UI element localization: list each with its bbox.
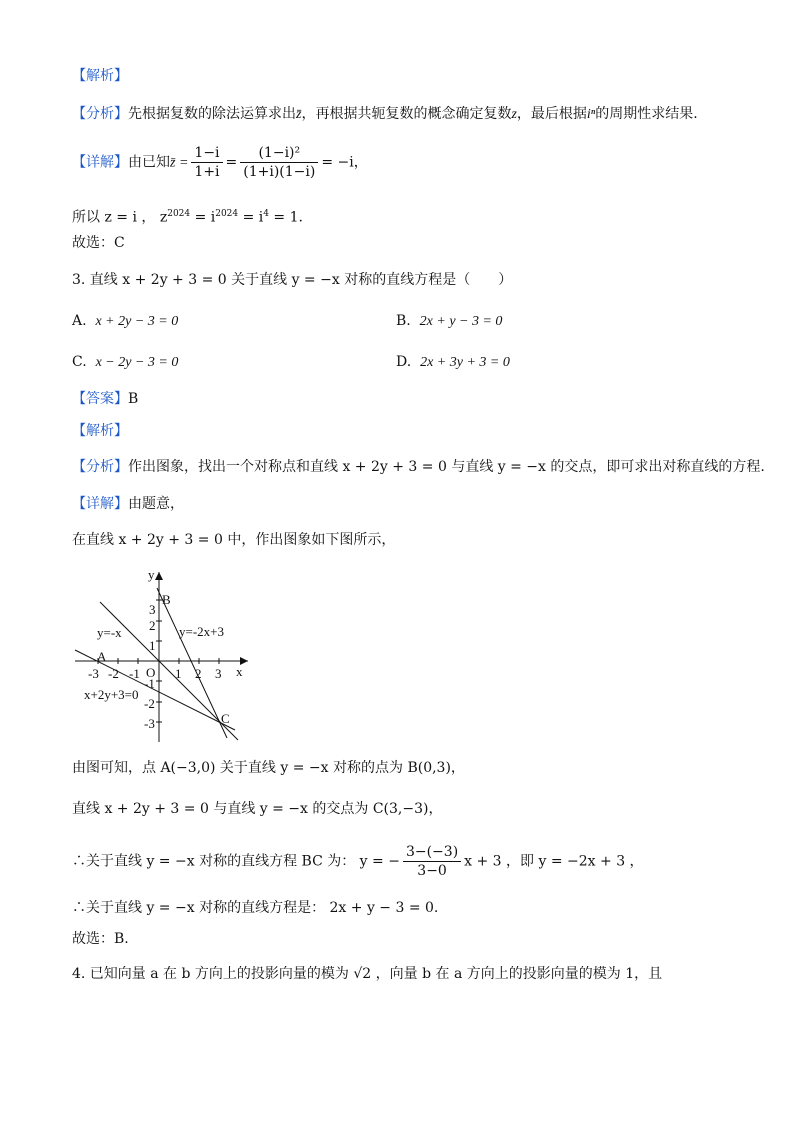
section-heading-jiexi-2: 【解析】 [72, 423, 128, 439]
y-tick-label: 1 [149, 638, 156, 653]
q3-line3: 直线 x + 2y + 3 = 0 与直线 y = −x 的交点为 C(3,−3)， [72, 801, 443, 817]
q3-line4: ∴关于直线 y = −x 对称的直线方程 BC 为： y = − $\frac{3-(-3)}{3-0}$ x + 3 ，即 y = −2x + 3 ， [72, 844, 644, 879]
coordinate-graph [70, 566, 250, 746]
x-tick-label: -3 [88, 666, 99, 681]
q3-option-d: D. 2x + 3y + 3 = 0 [396, 354, 510, 370]
x-tick-label: 2 [195, 666, 202, 681]
point-c-label: C [221, 711, 230, 726]
point-a-label: A [97, 649, 107, 664]
y-axis-arrow [155, 572, 163, 580]
q2-so-line: 所以 z = i ， $z^{2024} = i^{2024} = i^4 = 1$. [72, 209, 303, 226]
q2-analysis: 【分析】先根据复数的除法运算求出z̄，再根据共轭复数的概念确定复数z，最后根据iⁿ的周期性求结果. [72, 106, 698, 122]
fraction-2: $\frac{\text{(1−i)²}}{(1+i)(1-i)}$ [240, 144, 318, 181]
y-tick-label: -1 [144, 676, 155, 691]
y-tick-label: -3 [144, 716, 155, 731]
fraction-1: $\frac{1-i}{1+i}$ [191, 144, 222, 181]
q3-option-b: B. 2x + y − 3 = 0 [396, 313, 503, 329]
y-axis-label: y [148, 567, 155, 582]
fraction-slope: $\frac{3-(-3)}{3-0}$ [403, 843, 461, 880]
origin-label: O [146, 665, 156, 680]
x-tick-label: 1 [175, 666, 182, 681]
label-y-neg2x-plus3: y=-2x+3 [179, 624, 224, 639]
q3-detail: 【详解】由题意， [72, 496, 184, 512]
y-tick-label: 2 [149, 618, 156, 633]
x-axis-label: x [236, 664, 243, 679]
q3-line5: ∴关于直线 y = −x 对称的直线方程是： 2x + y − 3 = 0. [72, 900, 439, 916]
label-x-2y-3: x+2y+3=0 [84, 687, 139, 702]
x-tick-label: 3 [215, 666, 222, 681]
x-tick-label: -2 [108, 666, 119, 681]
y-tick-label: -2 [144, 696, 155, 711]
q3-option-c: C. x − 2y − 3 = 0 [72, 354, 179, 370]
q2-choice: 故选：C [72, 235, 125, 251]
q3-line1: 在直线 x + 2y + 3 = 0 中，作出图象如下图所示， [72, 532, 396, 548]
q3-analysis: 【分析】作出图象，找出一个对称点和直线 x + 2y + 3 = 0 与直线 y = −x 的交点，即可求出对称直线的方程. [72, 459, 765, 475]
q3-answer: 【答案】B [72, 391, 139, 407]
x-tick-label: -1 [129, 666, 140, 681]
q4-stem: 4. 已知向量 a 在 b 方向上的投影向量的模为 √2 ，向量 b 在 a 方向上的投影向量的模为 1，且 [72, 966, 663, 982]
y-tick-label: 3 [149, 602, 156, 617]
point-b-label: B [162, 592, 171, 607]
line-y-neg2x-plus3 [157, 588, 227, 738]
q2-detail: 【详解】由已知z̄ = $\frac{1-i}{1+i}$ = $\frac{\text{(1−i)²}}{(1+i)(1-i)}$ = −i， [72, 145, 368, 180]
q3-choice: 故选：B. [72, 931, 129, 947]
section-heading-jiexi: 【解析】 [72, 68, 128, 84]
q3-stem: 3. 直线 x + 2y + 3 = 0 关于直线 y = −x 对称的直线方程是（ ） [72, 272, 513, 288]
q3-option-a: A. x + 2y − 3 = 0 [72, 313, 179, 329]
q3-line2: 由图可知，点 A(−3,0) 关于直线 y = −x 对称的点为 B(0,3)， [72, 760, 465, 776]
label-y-neg-x: y=-x [97, 625, 122, 640]
